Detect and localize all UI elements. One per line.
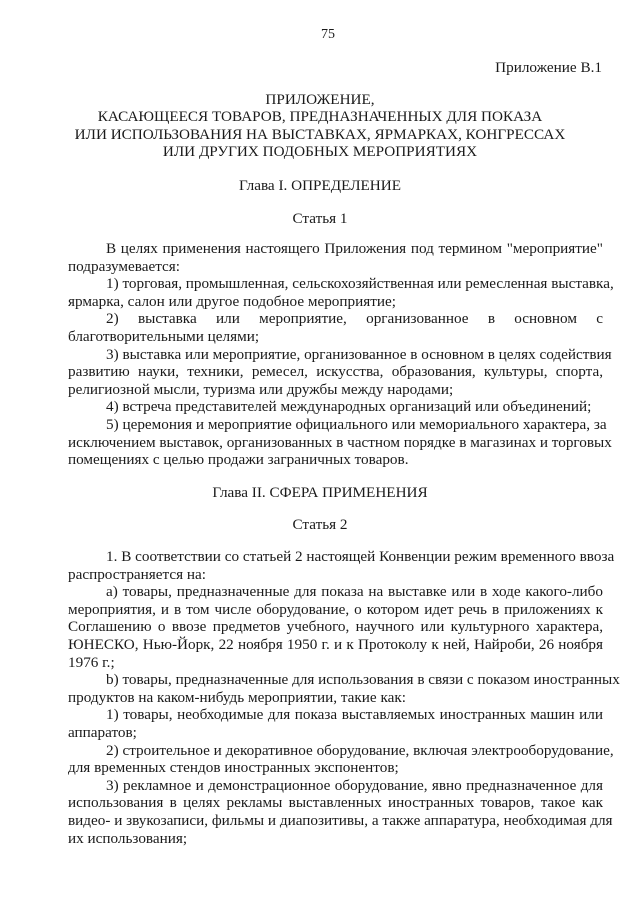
text-line: ярмарка, салон или другое подобное мероприятие;	[68, 292, 396, 310]
paragraph	[68, 415, 612, 469]
paragraph	[68, 583, 603, 671]
article-2-heading: Статья 2	[292, 516, 348, 533]
document-title	[0, 91, 640, 160]
chapter-2-heading: Глава II. СФЕРА ПРИМЕНЕНИЯ	[212, 484, 428, 501]
text-line: мероприятия, и в том числе оборудование, о котором идет речь в приложениях к	[68, 600, 603, 618]
text-line: 2) выставка или мероприятие, организованное в основном с	[106, 310, 603, 328]
paragraph	[68, 275, 614, 310]
page-number: 75	[321, 27, 335, 42]
text-line: 2) строительное и декоративное оборудование, включая электрооборудование,	[106, 741, 614, 759]
text-line: подразумевается:	[68, 257, 180, 275]
paragraph	[68, 398, 603, 416]
article-1-body	[68, 240, 614, 469]
title-line: ИЛИ ИСПОЛЬЗОВАНИЯ НА ВЫСТАВКАХ, ЯРМАРКАХ, КОНГРЕССАХ	[74, 125, 566, 143]
article-2-body	[68, 548, 620, 847]
title-line: КАСАЮЩЕЕСЯ ТОВАРОВ, ПРЕДНАЗНАЧЕННЫХ ДЛЯ ПОКАЗА	[97, 108, 543, 126]
paragraph	[68, 310, 603, 345]
text-line: исключением выставок, организованных в частном порядке в магазинах и торговых	[68, 433, 612, 451]
title-line: ПРИЛОЖЕНИЕ,	[265, 91, 375, 108]
text-line: помещениях с целью продажи заграничных товаров.	[68, 451, 409, 469]
paragraph	[68, 548, 615, 583]
text-line: В целях применения настоящего Приложения под термином "мероприятие"	[106, 240, 603, 257]
paragraph	[68, 706, 603, 741]
text-line: 1) торговая, промышленная, сельскохозяйственная или ремесленная выставка,	[106, 275, 614, 293]
title-line: ИЛИ ДРУГИХ ПОДОБНЫХ МЕРОПРИЯТИЯХ	[162, 142, 478, 160]
text-line: ЮНЕСКО, Нью-Йорк, 22 ноября 1950 г. и к Протоколу к ней, Найроби, 26 ноября	[68, 635, 603, 653]
article-1-heading: Статья 1	[292, 210, 348, 227]
text-line: их использования;	[68, 829, 188, 847]
text-line: 4) встреча представителей международных организаций или объединений;	[106, 398, 592, 416]
text-line: 1) товары, необходимые для показа выставляемых иностранных машин или	[106, 706, 603, 724]
text-line: использования в целях рекламы выставленных иностранных товаров, такое как	[68, 794, 603, 812]
text-line: а) товары, предназначенные для показа на выставке или в ходе какого-либо	[106, 583, 603, 601]
text-line: 5) церемония и мероприятие официального или мемориального характера, за	[106, 415, 607, 433]
paragraph	[68, 345, 612, 399]
text-line: 1976 г.;	[68, 653, 115, 671]
chapter-1-heading: Глава I. ОПРЕДЕЛЕНИЕ	[238, 177, 401, 194]
text-line: 3) рекламное и демонстрационное оборудование, явно предназначенное для	[106, 776, 603, 794]
paragraph	[68, 741, 614, 777]
text-line: продуктов на каком-нибудь мероприятии, такие как:	[68, 688, 406, 706]
text-line: благотворительными целями;	[68, 327, 260, 345]
text-line: 1. В соответствии со статьей 2 настоящей Конвенции режим временного ввоза	[106, 548, 615, 565]
paragraph	[68, 671, 620, 706]
text-line: для временных стендов иностранных экспонентов;	[68, 759, 399, 777]
text-line: 3) выставка или мероприятие, организованное в основном в целях содействия	[106, 345, 612, 363]
paragraph	[68, 776, 613, 847]
paragraph	[68, 240, 603, 275]
text-line: видео- и звукозаписи, фильмы и диапозитивы, а также аппаратура, необходимая для	[68, 811, 613, 829]
text-line: b) товары, предназначенные для использования в связи с показом иностранных	[106, 671, 620, 689]
text-line: аппаратов;	[68, 723, 137, 741]
text-line: распространяется на:	[68, 565, 206, 583]
text-line: развитию науки, техники, ремесел, искусства, образования, культуры, спорта,	[68, 363, 603, 381]
text-line: религиозной мысли, туризма или дружбы между народами;	[68, 380, 454, 398]
text-line: Соглашению о ввозе предметов учебного, научного или культурного характера,	[68, 618, 603, 636]
appendix-reference: Приложение В.1	[495, 59, 602, 76]
